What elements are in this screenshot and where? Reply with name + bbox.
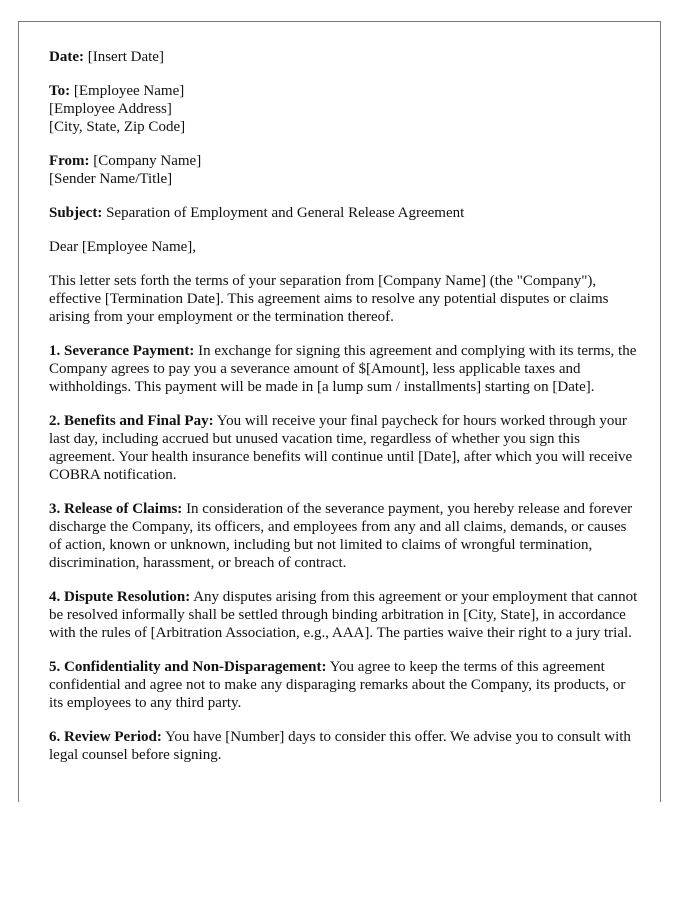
section-title: 4. Dispute Resolution: [49,589,191,605]
section-title: 1. Severance Payment: [49,343,195,359]
intro-paragraph: This letter sets forth the terms of your separation from [Company Name] (the "Company"), effective [Termination Date]. This agreement aims to resolve any potential disputes or claims arising from your employment or the termination thereof. [49,273,609,325]
subject-line [49,204,639,222]
letter-page [18,21,661,802]
salutation: Dear [Employee Name], [49,239,197,255]
section-confidentiality [49,658,639,712]
from-label: From: [49,153,90,169]
date-value: [Insert Date] [87,49,164,65]
recipient-block [49,82,639,136]
section-text: In exchange for signing this agreement and complying with its terms, the Company agrees to pay you a severance amount of $[Amount], less applicable taxes and withholdings. This payment will be made in [a lump sum / installments] starting on [Date]. [49,343,637,395]
sender-company: [Company Name] [93,153,202,169]
recipient-address: [Employee Address] [49,101,172,117]
section-text: You have [Number] days to consider this offer. We advise you to consult with legal counsel before signing. [49,729,631,763]
date-line [49,48,639,66]
section-title: 5. Confidentiality and Non-Disparagement: [49,659,327,675]
section-title: 6. Review Period: [49,729,162,745]
section-title: 2. Benefits and Final Pay: [49,413,214,429]
letter-content [49,48,639,780]
section-text: You will receive your final paycheck for hours worked through your last day, including accrued but unused vacation time, regardless of whether you sign this agreement. Your health insurance benefits will continue until [Date], after which you will receive COBRA notification. [49,413,633,483]
sender-company-line [49,152,639,170]
subject-value: Separation of Employment and General Release Agreement [106,205,465,221]
section-severance-payment [49,342,639,396]
subject-label: Subject: [49,205,103,221]
recipient-name: [Employee Name] [73,83,185,99]
date-label: Date: [49,49,84,65]
sender-block [49,152,639,188]
section-text: In consideration of the severance payment, you hereby release and forever discharge the Company, its officers, and employees from any and all claims, demands, or causes of action, known or unknown, including but not limited to claims of wrongful termination, discrimination, harassment, or breach of contract. [49,501,633,571]
section-dispute-resolution [49,588,639,642]
section-release-of-claims [49,500,639,572]
to-label: To: [49,83,71,99]
recipient-name-line [49,82,639,100]
section-text: Any disputes arising from this agreement or your employment that cannot be resolved informally shall be settled through binding arbitration in [City, State], in accordance with the rules of [Arbitration Association, e.g., AAA]. The parties waive their right to a jury trial. [49,589,638,641]
sender-name-title: [Sender Name/Title] [49,171,173,187]
section-review-period [49,728,639,764]
section-title: 3. Release of Claims: [49,501,183,517]
recipient-city: [City, State, Zip Code] [49,119,186,135]
section-text: You agree to keep the terms of this agreement confidential and agree not to make any disparaging remarks about the Company, its products, or its employees to any third party. [49,659,626,711]
section-benefits-final-pay [49,412,639,484]
